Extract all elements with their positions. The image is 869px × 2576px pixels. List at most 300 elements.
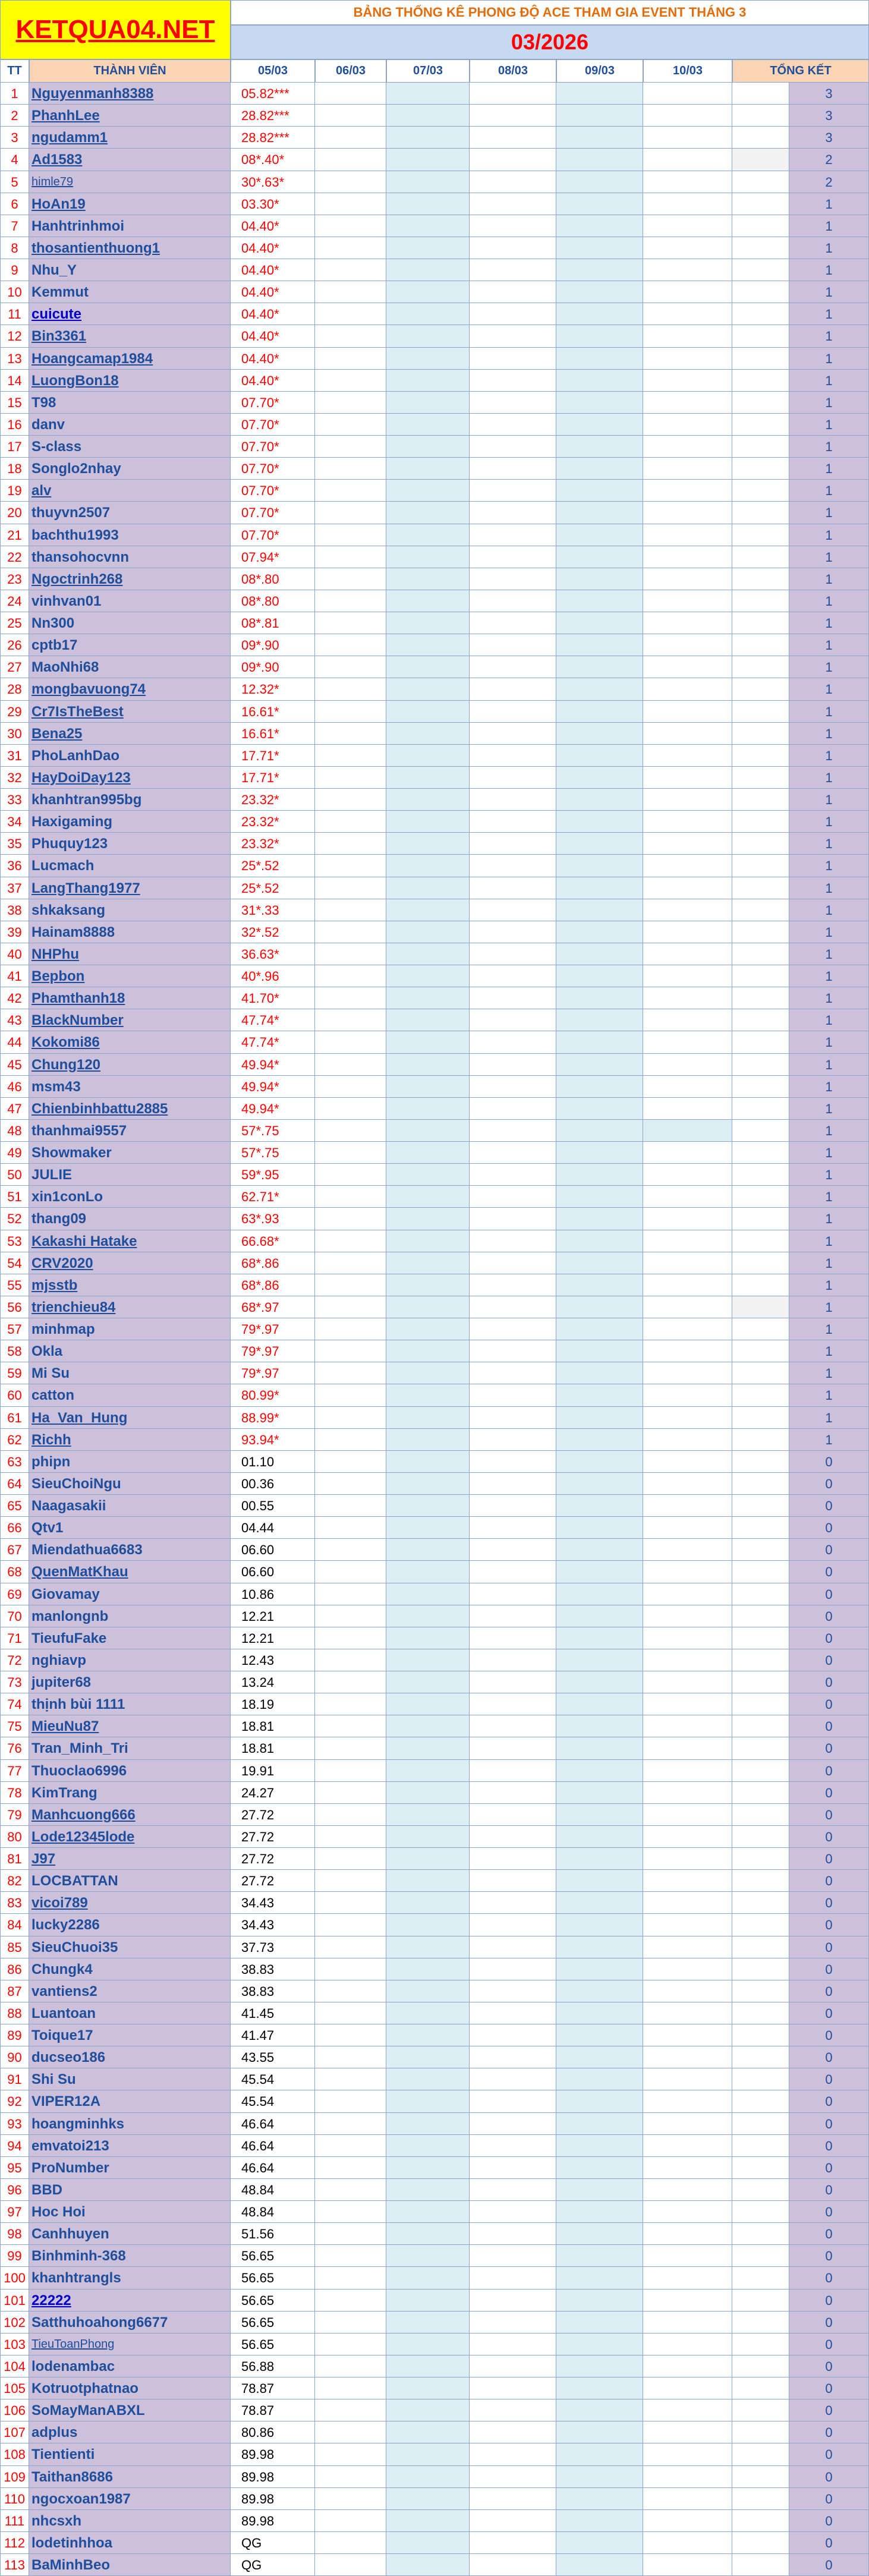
- member-name[interactable]: Phamthanh18: [29, 987, 231, 1009]
- day-value-0603: [315, 2068, 386, 2090]
- table-row: [0, 1208, 869, 1230]
- row-number: 39: [0, 921, 29, 943]
- day-value-0803: [470, 1715, 556, 1737]
- member-name[interactable]: Thuoclao6996: [29, 1760, 231, 1782]
- member-name[interactable]: Chungk4: [29, 1958, 231, 1980]
- member-name[interactable]: PhanhLee: [29, 105, 231, 127]
- member-name[interactable]: Lucmach: [29, 855, 231, 877]
- row-number: 82: [0, 1870, 29, 1892]
- member-name[interactable]: catton: [29, 1384, 231, 1406]
- day-value-0503: 09*.90: [231, 634, 315, 656]
- table-row: [0, 1958, 869, 1980]
- total-value: 1: [789, 1429, 869, 1451]
- member-name[interactable]: thang09: [29, 1208, 231, 1230]
- day-value-0703: [386, 2421, 470, 2443]
- day-value-0903: [556, 1318, 643, 1340]
- member-name[interactable]: JULIE: [29, 1164, 231, 1186]
- total-spacer: [732, 414, 789, 436]
- day-value-1003: [643, 1054, 732, 1076]
- total-spacer: [732, 83, 789, 105]
- day-value-0503: 40*.96: [231, 965, 315, 987]
- member-name[interactable]: thanhmai9557: [29, 1120, 231, 1142]
- member-name[interactable]: BlackNumber: [29, 1009, 231, 1031]
- table-row: [0, 105, 869, 127]
- day-value-0703: [386, 325, 470, 347]
- member-name[interactable]: nhcsxh: [29, 2510, 231, 2532]
- total-value: 1: [789, 921, 869, 943]
- day-value-0803: [470, 2532, 556, 2554]
- total-value: 1: [789, 590, 869, 612]
- member-name[interactable]: khanhtrangls: [29, 2267, 231, 2289]
- member-name[interactable]: Manhcuong666: [29, 1804, 231, 1826]
- total-value: 0: [789, 2554, 869, 2576]
- total-value: 1: [789, 1274, 869, 1296]
- member-name[interactable]: jupiter68: [29, 1671, 231, 1693]
- day-value-0803: [470, 2466, 556, 2488]
- day-value-0803: [470, 1583, 556, 1605]
- day-value-0603: [315, 1473, 386, 1495]
- member-name[interactable]: Hainam8888: [29, 921, 231, 943]
- row-number: 77: [0, 1760, 29, 1782]
- member-name[interactable]: MieuNu87: [29, 1715, 231, 1737]
- day-value-1003: [643, 2245, 732, 2267]
- member-name[interactable]: BaMinhBeo: [29, 2554, 231, 2576]
- member-name[interactable]: Showmaker: [29, 1142, 231, 1164]
- day-value-0603: [315, 1826, 386, 1848]
- day-value-0803: [470, 1451, 556, 1473]
- member-name[interactable]: lodetinhhoa: [29, 2532, 231, 2554]
- member-name[interactable]: alv: [29, 480, 231, 502]
- day-value-0703: [386, 1451, 470, 1473]
- day-value-0503: 06.60: [231, 1539, 315, 1561]
- day-value-0803: [470, 502, 556, 524]
- day-value-1003: [643, 1737, 732, 1759]
- day-value-0803: [470, 1693, 556, 1715]
- total-value: 1: [789, 414, 869, 436]
- day-value-0603: [315, 2245, 386, 2267]
- member-name[interactable]: 22222: [29, 2290, 231, 2312]
- day-value-0703: [386, 701, 470, 723]
- total-spacer: [732, 2157, 789, 2179]
- member-name[interactable]: LOCBATTAN: [29, 1870, 231, 1892]
- member-name[interactable]: minhmap: [29, 1318, 231, 1340]
- day-value-0603: [315, 811, 386, 833]
- day-value-1003: [643, 348, 732, 370]
- day-value-0803: [470, 1782, 556, 1804]
- row-number: 5: [0, 171, 29, 193]
- member-name[interactable]: Giovamay: [29, 1583, 231, 1605]
- member-name[interactable]: Nguyenmanh8388: [29, 83, 231, 105]
- member-name[interactable]: Kemmut: [29, 281, 231, 303]
- member-name[interactable]: vantiens2: [29, 1980, 231, 2002]
- total-spacer: [732, 193, 789, 215]
- member-name[interactable]: Hoangcamap1984: [29, 348, 231, 370]
- day-value-0603: [315, 612, 386, 634]
- member-name[interactable]: msm43: [29, 1076, 231, 1098]
- day-value-0903: [556, 215, 643, 237]
- day-value-0503: 17.71*: [231, 745, 315, 767]
- member-name[interactable]: lodenambac: [29, 2355, 231, 2377]
- row-number: 65: [0, 1495, 29, 1517]
- total-spacer: [732, 1318, 789, 1340]
- member-name[interactable]: BBD: [29, 2179, 231, 2201]
- member-name[interactable]: thuyvn2507: [29, 502, 231, 524]
- day-value-0703: [386, 2135, 470, 2157]
- member-name[interactable]: TieuToanPhong: [29, 2333, 231, 2355]
- day-value-0503: 13.24: [231, 1671, 315, 1693]
- day-value-0503: 68*.86: [231, 1252, 315, 1274]
- day-value-0903: [556, 325, 643, 347]
- member-name[interactable]: Satthuhoahong6677: [29, 2312, 231, 2333]
- member-name[interactable]: Bena25: [29, 723, 231, 745]
- day-value-0503: 07.70*: [231, 458, 315, 480]
- day-value-1003: [643, 2355, 732, 2377]
- row-number: 103: [0, 2333, 29, 2355]
- member-name[interactable]: lucky2286: [29, 1914, 231, 1936]
- day-value-0603: [315, 2377, 386, 2399]
- site-logo[interactable]: [0, 0, 231, 59]
- total-value: 0: [789, 1693, 869, 1715]
- day-value-0903: [556, 480, 643, 502]
- total-spacer: [732, 105, 789, 127]
- member-name[interactable]: danv: [29, 414, 231, 436]
- member-name[interactable]: Ha_Van_Hung: [29, 1407, 231, 1429]
- day-value-0903: [556, 1892, 643, 1914]
- total-spacer: [732, 2312, 789, 2333]
- day-value-0903: [556, 568, 643, 590]
- member-name[interactable]: thosantienthuong1: [29, 237, 231, 259]
- day-value-0903: [556, 612, 643, 634]
- site-logo-text[interactable]: KETQUA04.NET: [15, 15, 215, 44]
- day-value-1003: [643, 193, 732, 215]
- day-value-0803: [470, 656, 556, 678]
- member-name[interactable]: Miendathua6683: [29, 1539, 231, 1561]
- total-value: 3: [789, 83, 869, 105]
- member-name[interactable]: Lode12345lode: [29, 1826, 231, 1848]
- member-name[interactable]: LangThang1977: [29, 877, 231, 899]
- day-value-0603: [315, 2488, 386, 2510]
- member-name[interactable]: emvatoi213: [29, 2135, 231, 2157]
- total-value: 0: [789, 1826, 869, 1848]
- day-value-0603: [315, 1340, 386, 1362]
- day-value-0503: 48.84: [231, 2201, 315, 2223]
- day-value-0903: [556, 2245, 643, 2267]
- total-spacer: [732, 1848, 789, 1870]
- member-name[interactable]: adplus: [29, 2421, 231, 2443]
- member-name[interactable]: Richh: [29, 1429, 231, 1451]
- member-name[interactable]: Kotruotphatnao: [29, 2377, 231, 2399]
- member-name[interactable]: vinhvan01: [29, 590, 231, 612]
- day-value-0503: 16.61*: [231, 723, 315, 745]
- day-value-1003: [643, 127, 732, 149]
- row-number: 6: [0, 193, 29, 215]
- total-value: 1: [789, 943, 869, 965]
- total-value: 1: [789, 656, 869, 678]
- member-name[interactable]: ngocxoan1987: [29, 2488, 231, 2510]
- day-value-0603: [315, 2399, 386, 2421]
- row-number: 13: [0, 348, 29, 370]
- row-number: 14: [0, 370, 29, 392]
- table-row: [0, 1186, 869, 1208]
- total-value: 0: [789, 1451, 869, 1473]
- table-row: [0, 480, 869, 502]
- member-name[interactable]: manlongnb: [29, 1605, 231, 1627]
- member-name[interactable]: Luantoan: [29, 2002, 231, 2024]
- total-spacer: [732, 1583, 789, 1605]
- day-value-1003: [643, 1980, 732, 2002]
- day-value-0503: 27.72: [231, 1804, 315, 1826]
- total-value: 0: [789, 2135, 869, 2157]
- day-value-0603: [315, 1384, 386, 1406]
- total-value: 0: [789, 2068, 869, 2090]
- table-row: [0, 1848, 869, 1870]
- total-value: 0: [789, 1649, 869, 1671]
- member-name[interactable]: mjsstb: [29, 1274, 231, 1296]
- day-value-0503: 45.54: [231, 2090, 315, 2112]
- member-name[interactable]: HayDoiDay123: [29, 767, 231, 789]
- day-value-0703: [386, 1693, 470, 1715]
- member-name[interactable]: hoangminhks: [29, 2113, 231, 2135]
- member-name[interactable]: cuicute: [29, 303, 231, 325]
- member-name[interactable]: trienchieu84: [29, 1296, 231, 1318]
- row-number: 90: [0, 2046, 29, 2068]
- row-number: 58: [0, 1340, 29, 1362]
- day-value-1003: [643, 1495, 732, 1517]
- total-spacer: [732, 2399, 789, 2421]
- day-value-0503: 56.65: [231, 2290, 315, 2312]
- day-value-0603: [315, 1980, 386, 2002]
- total-value: 1: [789, 745, 869, 767]
- member-name[interactable]: ngudamm1: [29, 127, 231, 149]
- table-row: [0, 2201, 869, 2223]
- day-value-1003: [643, 2421, 732, 2443]
- member-name[interactable]: Qtv1: [29, 1517, 231, 1539]
- day-value-0603: [315, 767, 386, 789]
- table-row: [0, 1870, 869, 1892]
- day-value-0703: [386, 2024, 470, 2046]
- member-name[interactable]: SoMayManABXL: [29, 2399, 231, 2421]
- table-row: [0, 678, 869, 700]
- day-value-0603: [315, 590, 386, 612]
- day-value-0903: [556, 1760, 643, 1782]
- member-name[interactable]: SieuChuoi35: [29, 1936, 231, 1958]
- day-value-0803: [470, 1362, 556, 1384]
- total-value: 0: [789, 2179, 869, 2201]
- member-name[interactable]: J97: [29, 1848, 231, 1870]
- member-name[interactable]: Bepbon: [29, 965, 231, 987]
- member-name[interactable]: Phuquy123: [29, 833, 231, 855]
- member-name[interactable]: thịnh bùi 1111: [29, 1693, 231, 1715]
- row-number: 34: [0, 811, 29, 833]
- total-value: 1: [789, 678, 869, 700]
- member-name[interactable]: Hoc Hoi: [29, 2201, 231, 2223]
- day-value-0803: [470, 590, 556, 612]
- day-value-0603: [315, 2223, 386, 2245]
- day-value-0803: [470, 1429, 556, 1451]
- total-spacer: [732, 1451, 789, 1473]
- member-name[interactable]: MaoNhi68: [29, 656, 231, 678]
- row-number: 7: [0, 215, 29, 237]
- member-name[interactable]: xin1conLo: [29, 1186, 231, 1208]
- total-value: 1: [789, 568, 869, 590]
- member-table-body: [0, 83, 869, 2576]
- day-value-0703: [386, 1649, 470, 1671]
- member-name[interactable]: bachthu1993: [29, 524, 231, 546]
- total-value: 0: [789, 1605, 869, 1627]
- member-name[interactable]: Cr7IsTheBest: [29, 701, 231, 723]
- table-row: [0, 2245, 869, 2267]
- total-spacer: [732, 149, 789, 171]
- total-spacer: [732, 2532, 789, 2554]
- member-name[interactable]: shkaksang: [29, 899, 231, 921]
- day-value-0503: 08*.80: [231, 590, 315, 612]
- total-value: 0: [789, 2532, 869, 2554]
- member-name[interactable]: Binhminh-368: [29, 2245, 231, 2267]
- total-value: 0: [789, 1848, 869, 1870]
- day-value-0603: [315, 1870, 386, 1892]
- row-number: 73: [0, 1671, 29, 1693]
- member-name[interactable]: PhoLanhDao: [29, 745, 231, 767]
- member-name[interactable]: Hanhtrinhmoi: [29, 215, 231, 237]
- table-row: [0, 1693, 869, 1715]
- day-value-0903: [556, 2113, 643, 2135]
- day-value-0703: [386, 877, 470, 899]
- member-name[interactable]: Nhu_Y: [29, 259, 231, 281]
- member-name[interactable]: khanhtran995bg: [29, 789, 231, 811]
- member-name[interactable]: phipn: [29, 1451, 231, 1473]
- day-value-0803: [470, 2399, 556, 2421]
- day-value-0603: [315, 1142, 386, 1164]
- day-value-0703: [386, 1583, 470, 1605]
- member-name[interactable]: Kakashi Hatake: [29, 1230, 231, 1252]
- table-row: [0, 1583, 869, 1605]
- day-value-1003: [643, 1892, 732, 1914]
- day-value-0603: [315, 1561, 386, 1583]
- total-spacer: [732, 1936, 789, 1958]
- day-value-0703: [386, 1892, 470, 1914]
- total-spacer: [732, 612, 789, 634]
- table-row: [0, 1782, 869, 1804]
- member-name[interactable]: himle79: [29, 171, 231, 193]
- day-value-1003: [643, 1760, 732, 1782]
- member-name[interactable]: nghiavp: [29, 1649, 231, 1671]
- total-spacer: [732, 1340, 789, 1362]
- member-name[interactable]: Nn300: [29, 612, 231, 634]
- member-name[interactable]: Tientienti: [29, 2443, 231, 2465]
- member-name[interactable]: S-class: [29, 436, 231, 458]
- day-value-0603: [315, 259, 386, 281]
- member-name[interactable]: SieuChoiNgu: [29, 1473, 231, 1495]
- member-name[interactable]: Okla: [29, 1340, 231, 1362]
- member-name[interactable]: Haxigaming: [29, 811, 231, 833]
- member-name[interactable]: Kokomi86: [29, 1031, 231, 1053]
- member-name[interactable]: Taithan8686: [29, 2466, 231, 2488]
- day-value-0703: [386, 1473, 470, 1495]
- day-value-0603: [315, 2267, 386, 2289]
- member-name[interactable]: QuenMatKhau: [29, 1561, 231, 1583]
- total-value: 1: [789, 789, 869, 811]
- row-number: 18: [0, 458, 29, 480]
- day-value-1003: [643, 1429, 732, 1451]
- member-name[interactable]: Toique17: [29, 2024, 231, 2046]
- total-value: 1: [789, 1120, 869, 1142]
- member-name[interactable]: thansohocvnn: [29, 546, 231, 568]
- day-value-0503: 24.27: [231, 1782, 315, 1804]
- day-value-0703: [386, 1142, 470, 1164]
- day-value-0903: [556, 2488, 643, 2510]
- day-value-0703: [386, 2267, 470, 2289]
- member-name[interactable]: CRV2020: [29, 1252, 231, 1274]
- day-value-0903: [556, 193, 643, 215]
- member-name[interactable]: cptb17: [29, 634, 231, 656]
- member-name[interactable]: Bin3361: [29, 325, 231, 347]
- day-value-0503: 45.54: [231, 2068, 315, 2090]
- member-name[interactable]: Songlo2nhay: [29, 458, 231, 480]
- day-value-0603: [315, 1495, 386, 1517]
- member-name[interactable]: Naagasakii: [29, 1495, 231, 1517]
- member-name[interactable]: Ad1583: [29, 149, 231, 171]
- member-name[interactable]: VIPER12A: [29, 2090, 231, 2112]
- row-number: 93: [0, 2113, 29, 2135]
- total-spacer: [732, 678, 789, 700]
- member-name[interactable]: Mi Su: [29, 1362, 231, 1384]
- day-value-0503: 08*.80: [231, 568, 315, 590]
- total-spacer: [732, 2002, 789, 2024]
- member-name[interactable]: TieufuFake: [29, 1627, 231, 1649]
- member-name[interactable]: ducseo186: [29, 2046, 231, 2068]
- member-name[interactable]: HoAn19: [29, 193, 231, 215]
- member-name[interactable]: Ngoctrinh268: [29, 568, 231, 590]
- day-value-0803: [470, 436, 556, 458]
- total-spacer: [732, 2377, 789, 2399]
- day-value-0803: [470, 634, 556, 656]
- total-value: 0: [789, 2333, 869, 2355]
- row-number: 32: [0, 767, 29, 789]
- member-name[interactable]: mongbavuong74: [29, 678, 231, 700]
- day-value-0903: [556, 767, 643, 789]
- member-name[interactable]: Chung120: [29, 1054, 231, 1076]
- day-value-0503: 56.65: [231, 2267, 315, 2289]
- day-value-0903: [556, 2002, 643, 2024]
- total-spacer: [732, 1782, 789, 1804]
- day-value-0803: [470, 1936, 556, 1958]
- table-row: [0, 1296, 869, 1318]
- day-value-0903: [556, 1649, 643, 1671]
- member-name[interactable]: ProNumber: [29, 2157, 231, 2179]
- total-spacer: [732, 1693, 789, 1715]
- member-name[interactable]: T98: [29, 392, 231, 414]
- member-name[interactable]: vicoi789: [29, 1892, 231, 1914]
- day-value-0503: 93.94*: [231, 1429, 315, 1451]
- day-value-0503: 68*.97: [231, 1296, 315, 1318]
- day-value-0703: [386, 656, 470, 678]
- day-value-1003: [643, 1693, 732, 1715]
- member-name[interactable]: Canhhuyen: [29, 2223, 231, 2245]
- row-number: 33: [0, 789, 29, 811]
- total-spacer: [732, 1517, 789, 1539]
- member-name[interactable]: Shi Su: [29, 2068, 231, 2090]
- member-name[interactable]: Chienbinhbattu2885: [29, 1098, 231, 1120]
- total-value: 1: [789, 1407, 869, 1429]
- total-value: 1: [789, 1009, 869, 1031]
- member-name[interactable]: NHPhu: [29, 943, 231, 965]
- member-name[interactable]: Tran_Minh_Tri: [29, 1737, 231, 1759]
- member-name[interactable]: KimTrang: [29, 1782, 231, 1804]
- member-name[interactable]: LuongBon18: [29, 370, 231, 392]
- table-row: [0, 370, 869, 392]
- day-value-0903: [556, 303, 643, 325]
- day-value-0803: [470, 1274, 556, 1296]
